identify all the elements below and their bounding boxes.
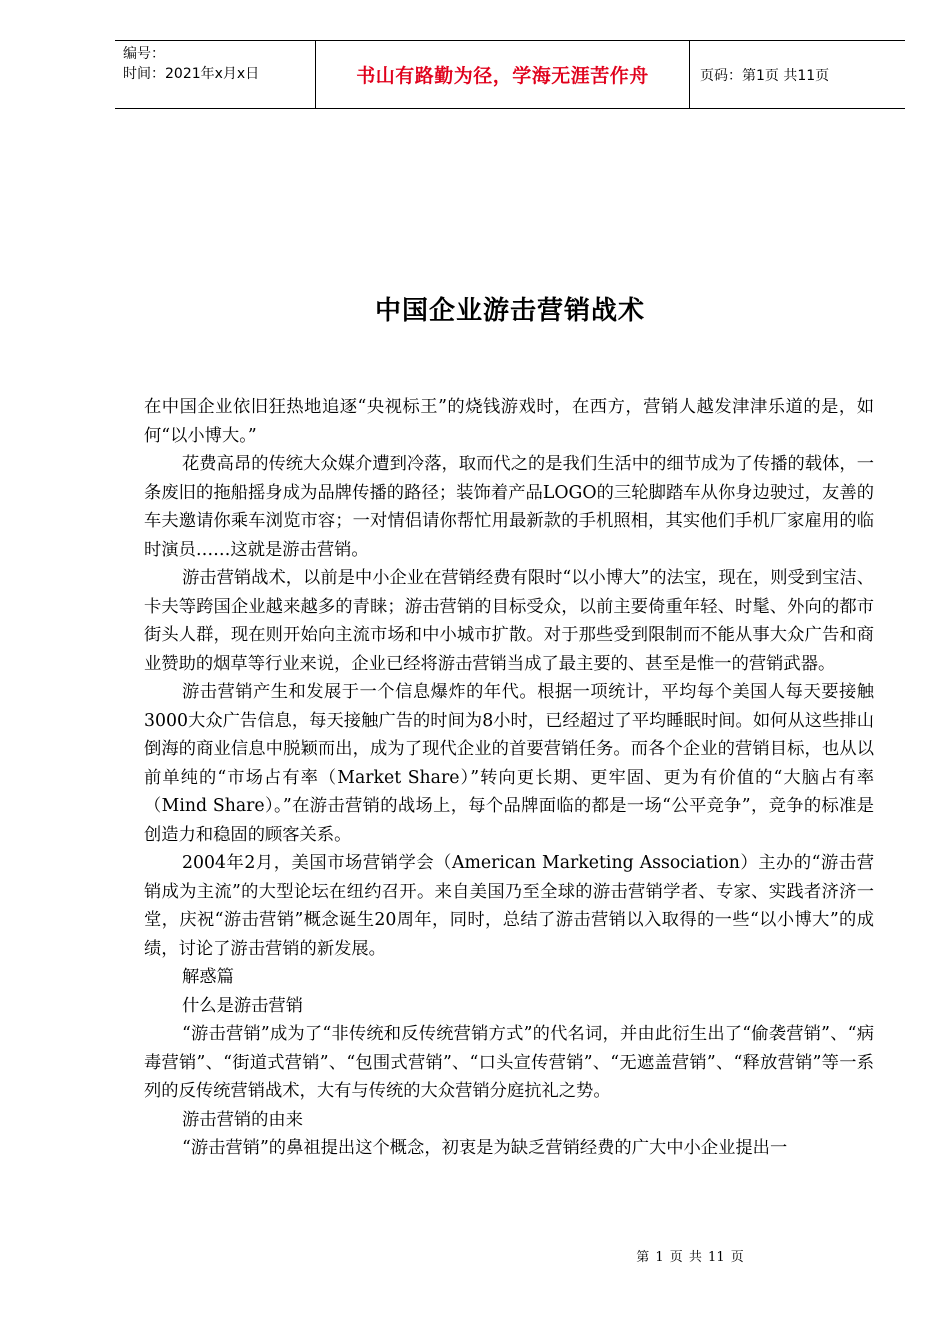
document-time-label: 时间：2021年x月x日 xyxy=(123,66,260,82)
document-number-label: 编号： xyxy=(123,46,165,62)
page-footer: 第 1 页 共 11 页 xyxy=(636,1250,744,1265)
header-page-info: 页码：第1页 共11页 xyxy=(700,67,830,84)
paragraph: “游击营销”成为了“非传统和反传统营销方式”的代名词，并由此衍生出了“偷袭营销”、“病毒营销”、“街道式营销”、“包围式营销”、“口头宣传营销”、“无遮盖营销”、“释放营销”等一系列的反传统营销战术，大有与传统的大众营销分庭抗礼之势。 xyxy=(144,1024,874,1101)
document-body xyxy=(144,393,874,1163)
paragraph: 2004年2月，美国市场营销学会（American Marketing Association）主办的“游击营销成为主流”的大型论坛在纽约召开。来自美国乃至全球的游击营销学者、专家、实践者济济一堂，庆祝“游击营销”概念诞生20周年，同时，总结了游击营销以入取得的一些“以小博大”的成绩，讨论了游击营销的新发展。 xyxy=(144,853,874,959)
subsection-heading: 游击营销的由来 xyxy=(182,1109,303,1130)
document-title: 中国企业游击营销战术 xyxy=(374,296,645,326)
paragraph: 游击营销战术，以前是中小企业在营销经费有限时“以小博大”的法宝，现在，则受到宝洁、卡夫等跨国企业越来越多的青睐；游击营销的目标受众，以前主要倚重年轻、时髦、外向的都市街头人群，现在则开始向主流市场和中小城市扩散。对于那些受到限制而不能从事大众广告和商业赞助的烟草等行业来说，企业已经将游击营销当成了最主要的、甚至是惟一的营销武器。 xyxy=(144,568,874,674)
header-meta-cell xyxy=(115,41,316,108)
header-motto: 书山有路勤为径，学海无涯苦作舟 xyxy=(316,41,690,108)
page-header xyxy=(115,40,905,109)
paragraph: “游击营销”的鼻祖提出这个概念，初衷是为缺乏营销经费的广大中小企业提出一 xyxy=(182,1138,788,1158)
paragraph: 花费高昂的传统大众媒介遭到冷落，取而代之的是我们生活中的细节成为了传播的载体，一条废旧的拖船摇身成为品牌传播的路径；装饰着产品LOGO的三轮脚踏车从你身边驶过，友善的车夫邀请你乘车浏览市容；一对情侣请你帮忙用最新款的手机照相，其实他们手机厂家雇用的临时演员……这就是游击营销。 xyxy=(144,454,874,560)
paragraph: 在中国企业依旧狂热地追逐“央视标王”的烧钱游戏时，在西方，营销人越发津津乐道的是，如何“以小博大。” xyxy=(144,397,874,446)
section-heading: 解惑篇 xyxy=(182,967,234,987)
paragraph: 游击营销产生和发展于一个信息爆炸的年代。根据一项统计，平均每个美国人每天要接触3000大众广告信息，每天接触广告的时间为8小时，已经超过了平均睡眠时间。如何从这些排山倒海的商业信息中脱颖而出，成为了现代企业的首要营销任务。而各个企业的营销目标，也从以前单纯的“市场占有率（Market Share）”转向更长期、更牢固、更为有价值的“大脑占有率（Mind Share）。”在游击营销的战场上，每个品牌面临的都是一场“公平竞争”，竞争的标准是创造力和稳固的顾客关系。 xyxy=(144,682,874,845)
subsection-heading: 什么是游击营销 xyxy=(182,995,303,1016)
